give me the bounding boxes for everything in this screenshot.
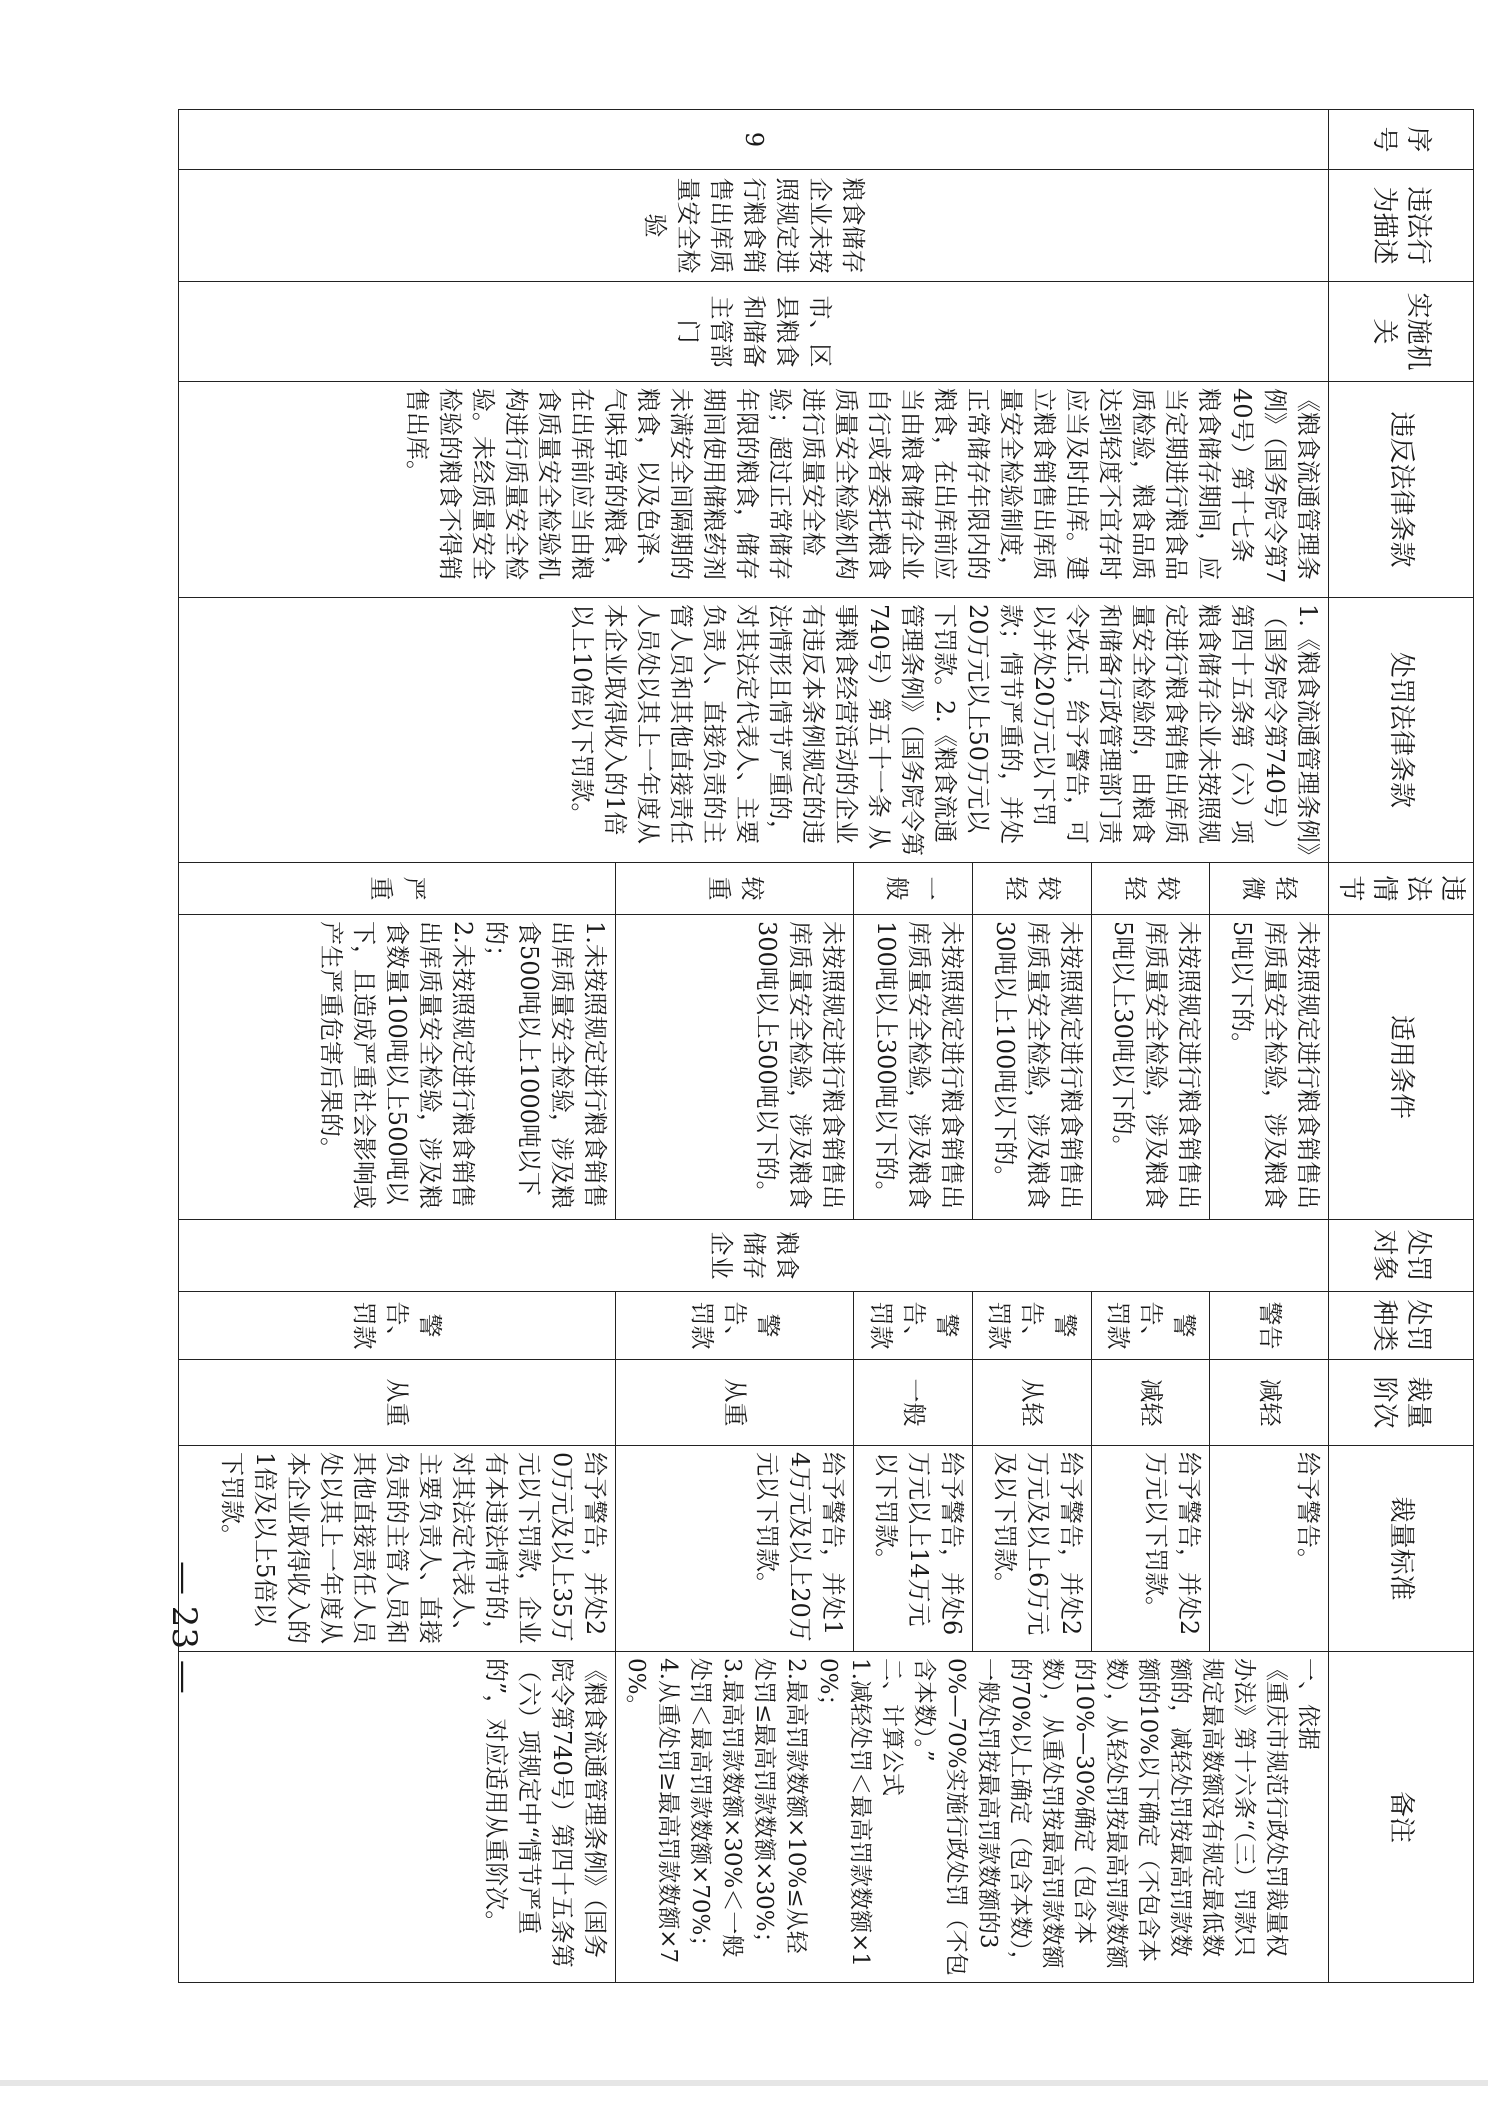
cell-target: 粮食储存企业 bbox=[179, 1220, 1329, 1292]
cell-kind: 警告、罚款 bbox=[616, 1292, 854, 1360]
header-penalty-law: 处罚法律条款 bbox=[1329, 598, 1474, 863]
header-target: 处罚对象 bbox=[1329, 1220, 1474, 1292]
page-number: — 23 — bbox=[164, 1561, 204, 1694]
cell-condition: 未按照规定进行粮食销售出库质量安全检验，涉及粮食30吨以上100吨以下的。 bbox=[973, 915, 1092, 1220]
cell-condition: 未按照规定进行粮食销售出库质量安全检验，涉及粮食5吨以下的。 bbox=[1210, 915, 1329, 1220]
cell-circumstance: 较轻 bbox=[1091, 863, 1210, 915]
cell-circumstance: 严重 bbox=[179, 863, 616, 915]
cell-kind: 警告、罚款 bbox=[179, 1292, 616, 1360]
cell-kind: 警告、罚款 bbox=[973, 1292, 1092, 1360]
cell-kind: 警告、罚款 bbox=[1091, 1292, 1210, 1360]
header-seq: 序号 bbox=[1329, 110, 1474, 170]
cell-remark-2: 《粮食流通管理条例》（国务院令第740号）第四十五条第（六）项规定中“情节严重的”，对应适用从重阶次。 bbox=[179, 1652, 616, 1983]
cell-kind: 警告 bbox=[1210, 1292, 1329, 1360]
cell-circumstance: 轻微 bbox=[1210, 863, 1329, 915]
header-kind: 处罚种类 bbox=[1329, 1292, 1474, 1360]
cell-level: 从轻 bbox=[973, 1360, 1092, 1446]
header-level: 裁量阶次 bbox=[1329, 1360, 1474, 1446]
cell-level: 从重 bbox=[616, 1360, 854, 1446]
cell-remark: 一、依据 《重庆市规范行政处罚裁量权办法》第十六条“（三）罚款只规定最高数额没有规定最低数额的，减轻处罚按最高罚款数额的10%以下确定（不包含本数），从轻处罚按最高罚款数额的10%—30%确定（包含本数），从重处罚按最高罚款数额的70%以上确定（包含本数），一般处罚按最高罚款数额的30%—70%实施行政处罚（不包含本数）。” 二、计算公式 1.减轻处罚＜最高罚款数额×10%； 2.最高罚款数额×10%≤从轻处罚≤最高罚款数额×30%； 3.最高罚款数额×30%＜一般处罚＜最高罚款数额×70%； 4.从重处罚≥最高罚款数额×70%。 bbox=[616, 1652, 1329, 1983]
cell-seq: 9 bbox=[179, 110, 1329, 170]
cell-condition: 未按照规定进行粮食销售出库质量安全检验，涉及粮食100吨以上300吨以下的。 bbox=[854, 915, 973, 1220]
cell-penalty-law: 1.《粮食流通管理条例》（国务院令第740号）第四十五条第（六）项 粮食储存企业未按照规定进行粮食销售出库质量安全检验的，由粮食和储备行政管理部门责令改正，给予警告，可以并处20万元以下罚款；情节严重的，并处20万元以上50万元以下罚款。2.《粮食流通管理条例》（国务院令第740号）第五十一条 从事粮食经营活动的企业有违反本条例规定的违法情形且情节严重的，对其法定代表人、主要负责人、直接负责的主管人员和其他直接责任人员处以其上一年度从本企业取得收入的1倍以上10倍以下罚款。 bbox=[179, 598, 1329, 863]
cell-condition: 1.未按照规定进行粮食销售出库质量安全检验，涉及粮食500吨以上1000吨以下的； 2.未按照规定进行粮食销售出库质量安全检验，涉及粮食数量100吨以上500吨以下，且造成严重社会影响或产生严重危害后果的。 bbox=[179, 915, 616, 1220]
cell-condition: 未按照规定进行粮食销售出库质量安全检验，涉及粮食5吨以上30吨以下的。 bbox=[1091, 915, 1210, 1220]
cell-level: 一般 bbox=[854, 1360, 973, 1446]
cell-agency: 市、区县粮食和储备主管部门 bbox=[179, 282, 1329, 382]
cell-standard: 给予警告，并处2万元及以上6万元及以下罚款。 bbox=[973, 1446, 1092, 1652]
cell-level: 减轻 bbox=[1210, 1360, 1329, 1446]
cell-standard: 给予警告，并处14万元及以上20万元以下罚款。 bbox=[616, 1446, 854, 1652]
cell-violated: 《粮食流通管理条例》（国务院令第740号）第十七条 粮食储存期间，应当定期进行粮食品质检验，粮食品质达到轻度不宜存时应当及时出库。建立粮食销售出库质量安全检验制度，正常储存年限内的粮食，在出库前应当由粮食储存企业自行或者委托粮食质量安全检验机构进行质量安全检验；超过正常储存年限的粮食，储存期间使用储粮药剂未满安全间隔期的粮食，以及色泽、气味异常的粮食，在出库前应当由粮食质量安全检验机构进行质量安全检验。未经质量安全检验的粮食不得销售出库。 bbox=[179, 382, 1329, 598]
header-row bbox=[1329, 110, 1474, 1983]
cell-desc: 粮食储存企业未按照规定进行粮食销售出库质量安全检验 bbox=[179, 170, 1329, 282]
cell-condition: 未按照规定进行粮食销售出库质量安全检验，涉及粮食300吨以上500吨以下的。 bbox=[616, 915, 854, 1220]
penalty-table bbox=[178, 109, 1474, 1983]
cell-standard: 给予警告。 bbox=[1210, 1446, 1329, 1652]
cell-standard: 给予警告，并处20万元及以上35万元以下罚款，企业有本违法情节的，对其法定代表人、主要负责人、直接负责的主管人员和其他直接责任人员处以其上一年度从本企业取得收入的1倍及以上5倍以下罚款。 bbox=[179, 1446, 616, 1652]
cell-standard: 给予警告，并处6万元以上14万元以下罚款。 bbox=[854, 1446, 973, 1652]
header-standard: 裁量标准 bbox=[1329, 1446, 1474, 1652]
cell-circumstance: 较轻 bbox=[973, 863, 1092, 915]
table-canvas bbox=[164, 109, 1474, 1982]
header-remark: 备注 bbox=[1329, 1652, 1474, 1983]
cell-level: 从重 bbox=[179, 1360, 616, 1446]
cell-standard: 给予警告，并处2万元以下罚款。 bbox=[1091, 1446, 1210, 1652]
header-desc: 违法行为描述 bbox=[1329, 170, 1474, 282]
cell-level: 减轻 bbox=[1091, 1360, 1210, 1446]
rotated-page bbox=[0, 109, 1474, 1976]
header-circumstance: 违法情节 bbox=[1329, 863, 1474, 915]
header-condition: 适用条件 bbox=[1329, 915, 1474, 1220]
cell-circumstance: 一般 bbox=[854, 863, 973, 915]
scan-edge bbox=[0, 2080, 1488, 2086]
table-row bbox=[1210, 110, 1329, 1983]
cell-kind: 警告、罚款 bbox=[854, 1292, 973, 1360]
header-agency: 实施机关 bbox=[1329, 282, 1474, 382]
cell-circumstance: 较重 bbox=[616, 863, 854, 915]
header-violated: 违反法律条款 bbox=[1329, 382, 1474, 598]
